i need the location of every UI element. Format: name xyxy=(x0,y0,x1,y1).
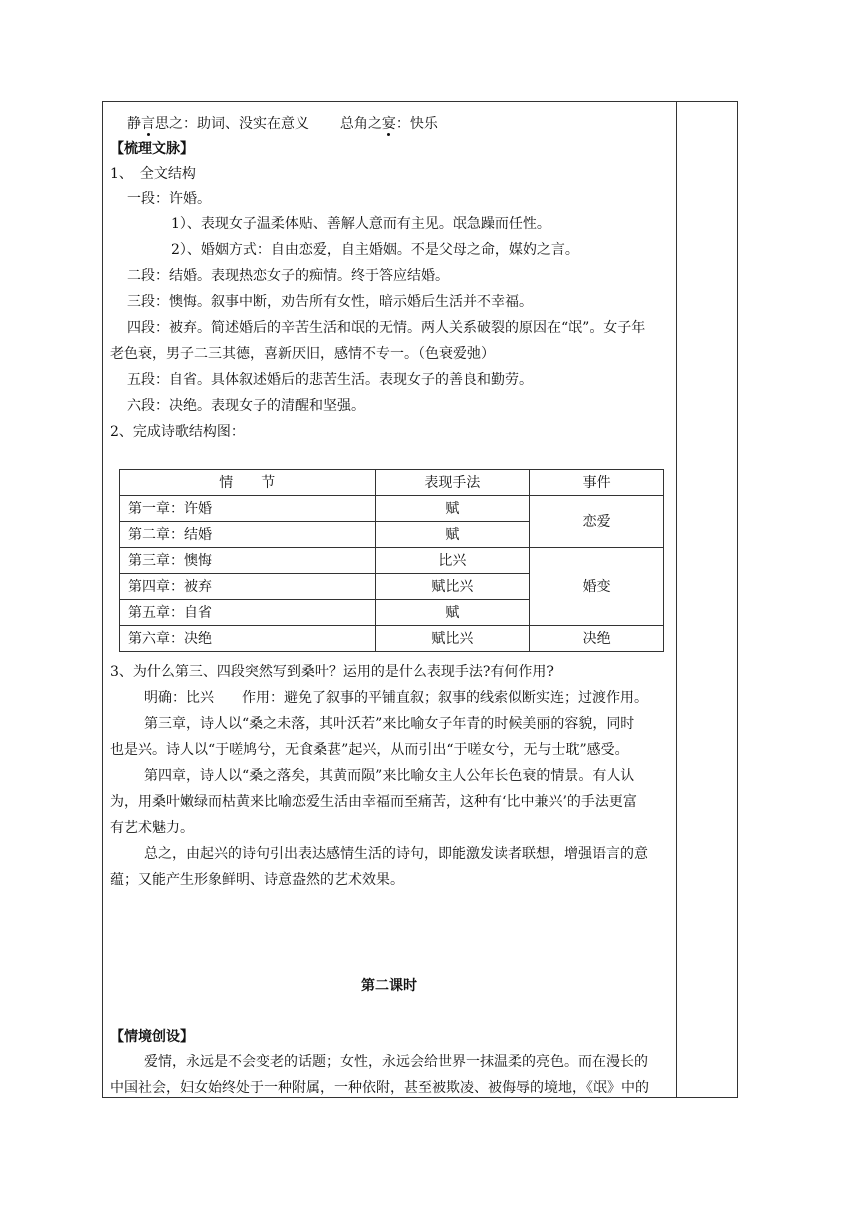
chapter4-analysis-line-3: 有艺术魅力。 xyxy=(110,820,194,836)
chapter-cell: 第三章：懊悔 xyxy=(120,548,376,574)
chapter-cell: 第四章：被弃 xyxy=(120,574,376,600)
table-header: 事件 xyxy=(530,470,664,496)
paragraph-1a: 1）、表现女子温柔体贴、善解人意而有主见。氓急躁而任性。 xyxy=(171,216,551,232)
summary-line-2: 蕴；又能产生形象鲜明、诗意盎然的艺术效果。 xyxy=(110,872,404,888)
question-3: 3、为什么第三、四段突然写到桑叶？运用的是什么表现手法?有何作用? xyxy=(110,664,554,680)
table-header: 表现手法 xyxy=(375,470,530,496)
method-cell: 赋 xyxy=(375,496,530,522)
vocab-line xyxy=(127,115,438,133)
event-cell: 决绝 xyxy=(530,626,664,652)
chapter3-analysis-line-1: 第三章，诗人以“桑之未落，其叶沃若”来比喻女子年青的时候美丽的容貌，同时 xyxy=(144,716,635,732)
scenario-line-1: 爱情，永远是不会变老的话题；女性，永远会给世界一抹温柔的亮色。而在漫长的 xyxy=(144,1054,648,1070)
notes-column-divider xyxy=(676,101,677,1098)
method-cell: 赋比兴 xyxy=(375,626,530,652)
method-cell: 比兴 xyxy=(375,548,530,574)
list-item-2: 2、完成诗歌结构图： xyxy=(110,424,245,440)
paragraph-4-line-1: 四段：被弃。简述婚后的辛苦生活和氓的无情。两人关系破裂的原因在“氓”。女子年 xyxy=(127,320,646,336)
list-item-1: 1、 全文结构 xyxy=(110,166,196,182)
event-cell: 婚变 xyxy=(530,548,664,626)
paragraph-5: 五段：自省。具体叙述婚后的悲苦生活。表现女子的善良和勤劳。 xyxy=(127,372,533,388)
lesson-title: 第二课时 xyxy=(361,978,417,994)
vocab-1: 静言思之：助词、没实在意义 xyxy=(127,116,309,132)
poem-structure-table xyxy=(119,469,664,652)
event-cell: 恋爱 xyxy=(530,496,664,548)
method-cell: 赋 xyxy=(375,600,530,626)
chapter4-analysis-line-1: 第四章，诗人以“桑之落矣，其黄而陨”来比喻女主人公年长色衰的情景。有人认 xyxy=(144,768,635,784)
table-row xyxy=(120,626,664,652)
paragraph-6: 六段：决绝。表现女子的清醒和坚强。 xyxy=(127,398,365,414)
method-cell: 赋比兴 xyxy=(375,574,530,600)
chapter4-analysis-line-2: 为，用桑叶嫩绿而枯黄来比喻恋爱生活由幸福而至痛苦，这种有‘比中兼兴’的手法更富 xyxy=(110,794,637,810)
chapter3-analysis-line-2: 也是兴。诗人以“于嗟鸠兮，无食桑葚”起兴，从而引出“于嗟女兮，无与士耽”感受。 xyxy=(110,742,629,758)
chapter-cell: 第五章：自省 xyxy=(120,600,376,626)
chapter-cell: 第一章：许婚 xyxy=(120,496,376,522)
emphasis-dot-char: 宴 xyxy=(381,116,396,132)
method-cell: 赋 xyxy=(375,522,530,548)
table-header: 情 节 xyxy=(120,470,376,496)
section-heading-structure: 【梳理文脉】 xyxy=(110,141,194,157)
paragraph-1b: 2）、婚姻方式：自由恋爱，自主婚姻。不是父母之命，媒妁之言。 xyxy=(171,242,579,258)
table-header-row xyxy=(120,470,664,496)
scenario-line-2: 中国社会，妇女始终处于一种附属，一种依附，甚至被欺凌、被侮辱的境地，《氓》中的 xyxy=(110,1080,649,1096)
answer-3: 明确：比兴 作用：避免了叙事的平铺直叙；叙事的线索似断实连；过渡作用。 xyxy=(144,690,648,706)
paragraph-4-line-2: 老色衰，男子二三其德，喜新厌旧，感情不专一。（色衰爱弛） xyxy=(110,346,495,362)
paragraph-2: 二段：结婚。表现热恋女子的痴情。终于答应结婚。 xyxy=(127,268,449,284)
vocab-2: 总角之宴：快乐 xyxy=(339,116,438,132)
chapter-cell: 第六章：决绝 xyxy=(120,626,376,652)
paragraph-3: 三段：懊悔。叙事中断，劝告所有女性，暗示婚后生活并不幸福。 xyxy=(127,294,533,310)
paragraph-1: 一段：许婚。 xyxy=(127,191,211,207)
table-row xyxy=(120,496,664,522)
table-row xyxy=(120,548,664,574)
chapter-cell: 第二章：结婚 xyxy=(120,522,376,548)
summary-line-1: 总之，由起兴的诗句引出表达感情生活的诗句，即能激发读者联想，增强语言的意 xyxy=(144,846,648,862)
section-heading-scenario: 【情境创设】 xyxy=(110,1029,194,1045)
emphasis-dot-char: 言 xyxy=(141,116,155,132)
